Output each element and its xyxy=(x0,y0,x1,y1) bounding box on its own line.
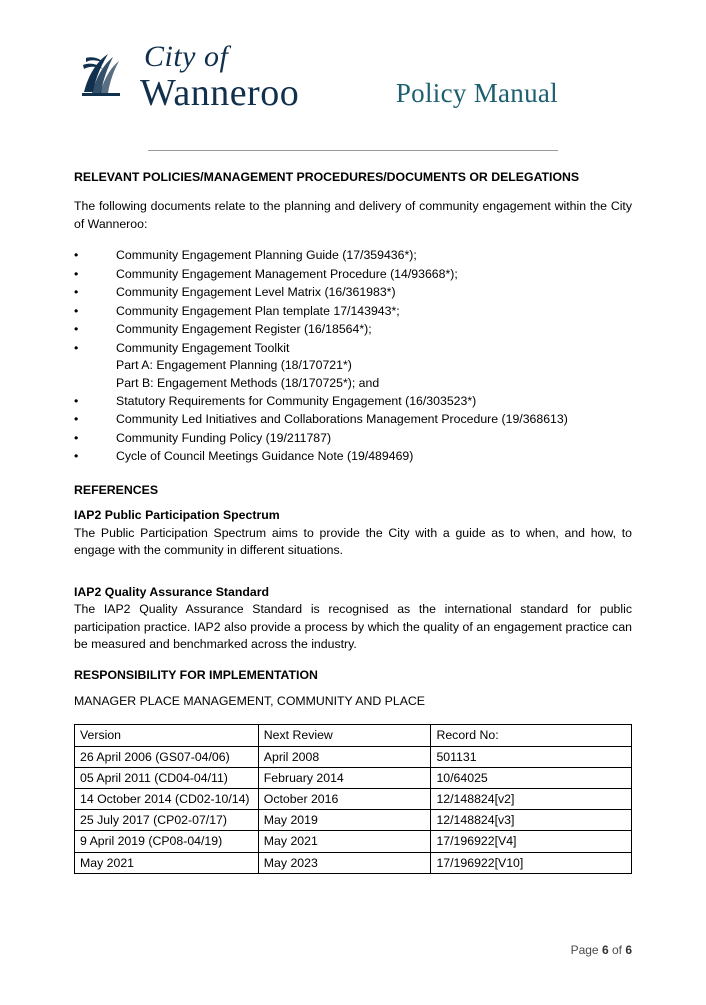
list-item xyxy=(74,303,632,320)
cell-version: 26 April 2006 (GS07-04/06) xyxy=(75,746,259,767)
section-heading-responsibility: RESPONSIBILITY FOR IMPLEMENTATION xyxy=(74,668,318,683)
section-intro-paragraph: The following documents relate to the planning and delivery of community engagement within the City of Wanneroo: xyxy=(74,199,632,231)
list-item xyxy=(74,284,632,301)
list-item-label: Community Engagement Management Procedure (14/93668*); xyxy=(116,266,458,281)
list-item xyxy=(74,393,632,410)
cell-record-no: 12/148824[v2] xyxy=(431,788,632,809)
list-item-label: Community Engagement Level Matrix (16/361983*) xyxy=(116,285,396,300)
cell-record-no: 17/196922[V4] xyxy=(431,831,632,852)
header-divider xyxy=(148,150,558,151)
reference-title-spectrum: IAP2 Public Participation Spectrum xyxy=(74,508,280,523)
cell-next-review: May 2021 xyxy=(258,831,431,852)
list-item xyxy=(74,448,632,465)
cell-next-review: October 2016 xyxy=(258,788,431,809)
cell-record-no: 17/196922[V10] xyxy=(431,852,632,873)
cell-version: 14 October 2014 (CD02-10/14) xyxy=(75,788,259,809)
list-item-sub-b: Part B: Engagement Methods (18/170725*); and xyxy=(116,375,380,390)
logo-line-2: Wanneroo xyxy=(140,72,300,114)
section-heading-references: REFERENCES xyxy=(74,482,159,497)
bullet-icon: • xyxy=(74,430,79,445)
cell-record-no: 501131 xyxy=(431,746,632,767)
list-item-label: Community Engagement Plan template 17/143943*; xyxy=(116,303,400,318)
table-row xyxy=(75,831,632,852)
page-footer xyxy=(571,943,632,957)
column-header-version: Version xyxy=(75,725,259,746)
bullet-icon: • xyxy=(74,412,79,427)
wanneroo-crest-icon xyxy=(74,46,136,108)
list-item-label: Community Engagement Register (16/18564*); xyxy=(116,322,372,337)
city-logo xyxy=(74,42,299,112)
bullet-icon: • xyxy=(74,449,79,464)
document-body xyxy=(74,147,632,874)
table-row xyxy=(75,810,632,831)
cell-next-review: February 2014 xyxy=(258,767,431,788)
table-row xyxy=(75,788,632,809)
table-row xyxy=(75,852,632,873)
footer-page-prefix: Page xyxy=(570,943,602,957)
list-item-label: Cycle of Council Meetings Guidance Note (19/489469) xyxy=(116,449,414,464)
table-row xyxy=(75,767,632,788)
cell-version: May 2021 xyxy=(75,852,259,873)
footer-page-of: of xyxy=(608,943,626,957)
column-header-next-review: Next Review xyxy=(258,725,431,746)
column-header-record-no: Record No: xyxy=(431,725,632,746)
bullet-icon: • xyxy=(74,266,79,281)
reference-title-quality: IAP2 Quality Assurance Standard xyxy=(74,584,269,599)
list-item xyxy=(74,321,632,338)
city-logo-text xyxy=(140,42,299,112)
related-documents-list xyxy=(74,247,632,465)
reference-text-spectrum: The Public Participation Spectrum aims to provide the City with a guide as to when, and how, to engage with the community in different situations. xyxy=(74,525,632,558)
bullet-icon: • xyxy=(74,322,79,337)
bullet-icon: • xyxy=(74,393,79,408)
spacer xyxy=(74,574,632,584)
logo-line-1: City of xyxy=(144,40,229,73)
cell-record-no: 12/148824[v3] xyxy=(431,810,632,831)
page-header xyxy=(74,0,632,147)
list-item-label: Statutory Requirements for Community Engagement (16/303523*) xyxy=(116,393,477,408)
bullet-icon: • xyxy=(74,340,79,355)
list-item-label: Community Engagement Planning Guide (17/359436*); xyxy=(116,248,417,263)
cell-version: 25 July 2017 (CP02-07/17) xyxy=(75,810,259,831)
table-row xyxy=(75,746,632,767)
cell-version: 9 April 2019 (CP08-04/19) xyxy=(75,831,259,852)
list-item xyxy=(74,266,632,283)
footer-page-total: 6 xyxy=(625,943,632,957)
table-header-row xyxy=(75,725,632,746)
footer-page-number: 6 xyxy=(601,943,609,957)
bullet-icon: • xyxy=(74,285,79,300)
cell-next-review: April 2008 xyxy=(258,746,431,767)
bullet-icon: • xyxy=(74,303,79,318)
list-item xyxy=(74,340,632,392)
section-heading-relevant-policies: RELEVANT POLICIES/MANAGEMENT PROCEDURES/DOCUMENTS OR DELEGATIONS xyxy=(74,170,580,184)
list-item xyxy=(74,430,632,447)
list-item-label: Community Led Initiatives and Collaborations Management Procedure (19/368613) xyxy=(116,412,568,427)
cell-next-review: May 2023 xyxy=(258,852,431,873)
cell-next-review: May 2019 xyxy=(258,810,431,831)
version-history-table xyxy=(74,724,632,874)
list-item-sub-a: Part A: Engagement Planning (18/170721*) xyxy=(116,358,352,373)
list-item xyxy=(74,411,632,428)
reference-text-quality: The IAP2 Quality Assurance Standard is recognised as the international standard for public participation practice. IAP2 also provide a process by which the quality of an engagement practice can be measured and benchmarked across the industry. xyxy=(74,602,632,651)
list-item-label: Community Engagement Toolkit xyxy=(116,340,290,355)
list-item xyxy=(74,247,632,264)
bullet-icon: • xyxy=(74,248,79,263)
responsibility-text: MANAGER PLACE MANAGEMENT, COMMUNITY AND PLACE xyxy=(74,693,425,708)
cell-version: 05 April 2011 (CD04-04/11) xyxy=(75,767,259,788)
list-item-label: Community Funding Policy (19/211787) xyxy=(116,430,332,445)
document-title: Policy Manual xyxy=(395,78,558,108)
cell-record-no: 10/64025 xyxy=(431,767,632,788)
